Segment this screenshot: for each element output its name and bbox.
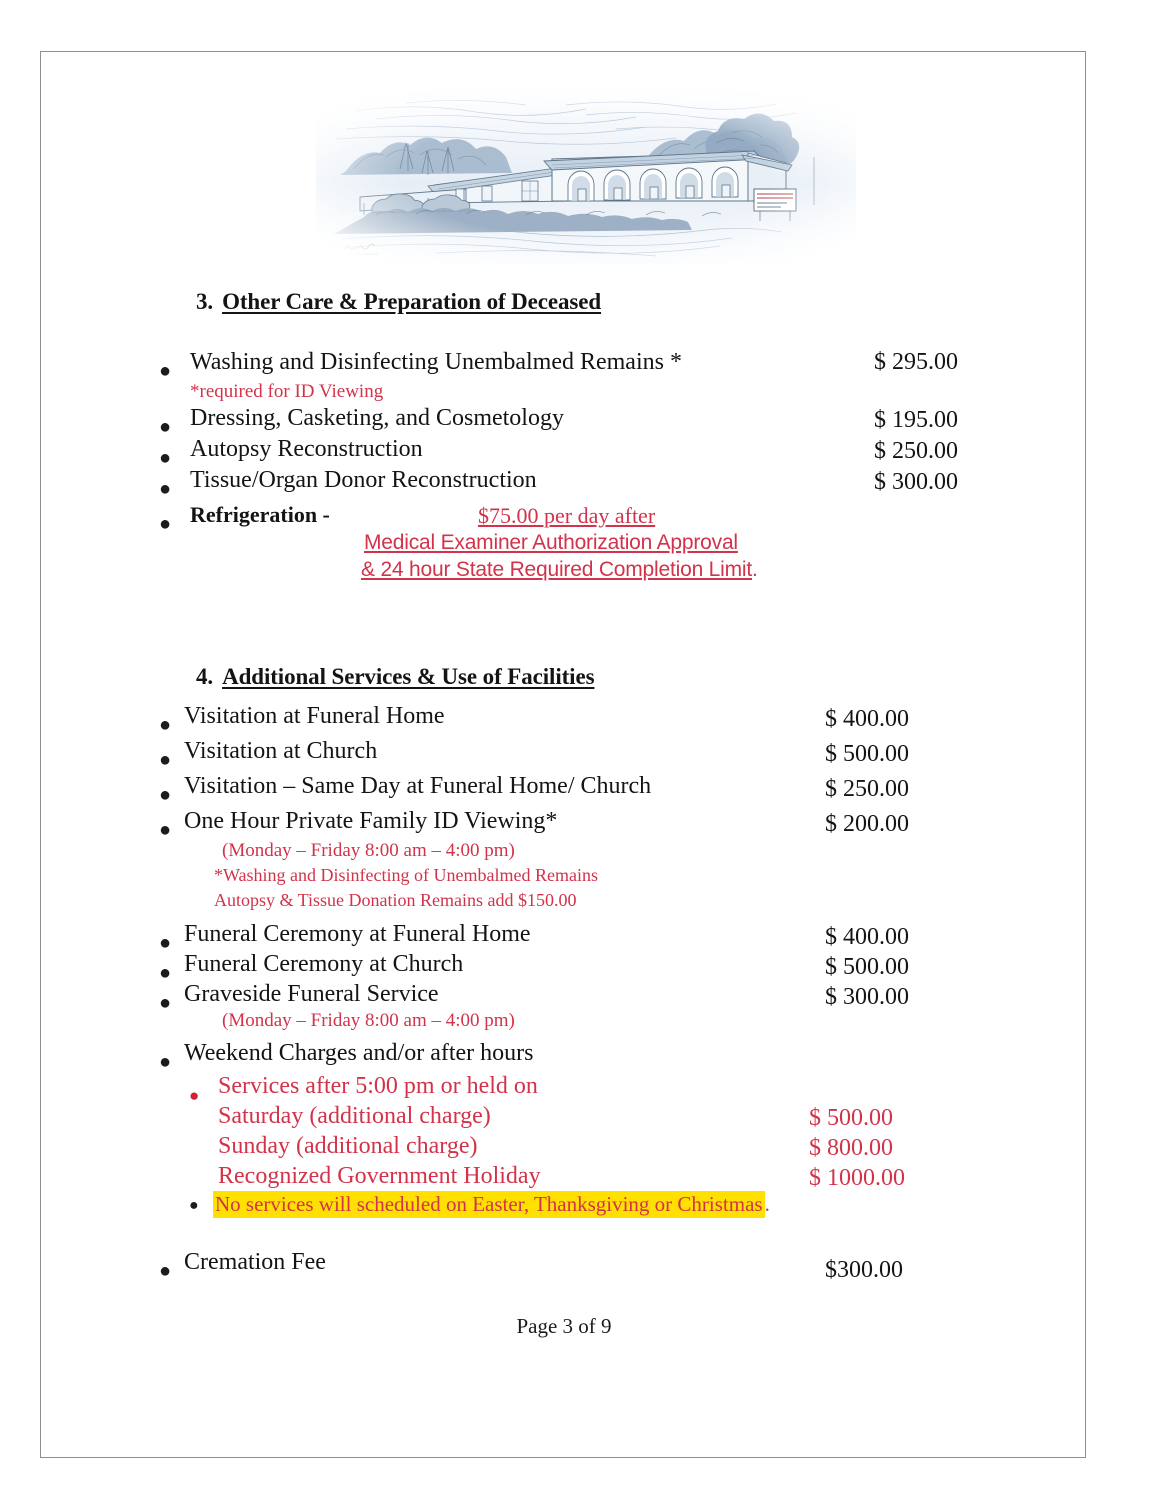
bullet-marker: ● [159, 447, 172, 469]
sub-bullet-marker: ● [189, 1197, 199, 1214]
service-label: Refrigeration - [190, 502, 330, 527]
service-price: $ 400.00 [825, 924, 909, 950]
service-note: *required for ID Viewing [190, 381, 384, 402]
section-4-heading [196, 664, 594, 690]
service-label: Washing and Disinfecting Unembalmed Remains * [190, 349, 682, 375]
holiday-restriction-note [213, 1192, 770, 1217]
service-price: $ 200.00 [825, 811, 909, 837]
service-label: Autopsy Reconstruction [190, 436, 423, 462]
bullet-marker: ● [159, 360, 172, 382]
service-label: Funeral Ceremony at Funeral Home [184, 921, 531, 947]
service-price: $ 250.00 [825, 776, 909, 802]
service-label: Cremation Fee [184, 1249, 326, 1275]
bullet-marker: ● [159, 1051, 172, 1073]
bullet-marker: ● [159, 992, 172, 1014]
holiday-restriction-period: . [764, 1192, 770, 1216]
refrigeration-note-line-3 [361, 558, 758, 582]
service-label: Graveside Funeral Service [184, 981, 439, 1007]
service-label: Funeral Ceremony at Church [184, 951, 464, 977]
service-label: Tissue/Organ Donor Reconstruction [190, 467, 537, 493]
weekend-row-label: Sunday (additional charge) [218, 1133, 478, 1159]
service-label: Visitation at Funeral Home [184, 703, 445, 729]
weekend-row-label: Saturday (additional charge) [218, 1103, 491, 1129]
weekend-sub-label: Services after 5:00 pm or held on [218, 1073, 538, 1099]
service-price: $ 400.00 [825, 706, 909, 732]
weekend-row-label: Recognized Government Holiday [218, 1163, 541, 1189]
bullet-marker: ● [159, 513, 172, 535]
scanned-page-sheet [40, 51, 1086, 1458]
holiday-restriction-highlighted-text: No services will scheduled on Easter, Thanksgiving or Christmas [215, 1192, 763, 1216]
id-viewing-hours-note: (Monday – Friday 8:00 am – 4:00 pm) [222, 840, 515, 861]
section-3-heading [196, 289, 601, 315]
service-price: $ 300.00 [825, 984, 909, 1010]
service-price: $300.00 [825, 1257, 903, 1283]
service-price: $ 295.00 [874, 349, 958, 375]
sub-bullet-marker: ● [189, 1086, 200, 1105]
service-label: Weekend Charges and/or after hours [184, 1040, 534, 1066]
section-3-title: Other Care & Preparation of Deceased [222, 289, 602, 314]
bullet-marker: ● [159, 932, 172, 954]
bullet-marker: ● [159, 749, 172, 771]
bullet-marker: ● [159, 416, 172, 438]
bullet-marker: ● [159, 962, 172, 984]
refrigeration-note-line-3-text: & 24 hour State Required Completion Limit [361, 558, 753, 581]
graveside-hours-note: (Monday – Friday 8:00 am – 4:00 pm) [222, 1010, 515, 1031]
bullet-marker: ● [159, 1260, 172, 1282]
bullet-marker: ● [159, 784, 172, 806]
service-price: $ 250.00 [874, 438, 958, 464]
bullet-marker: ● [159, 819, 172, 841]
weekend-row-price: $ 1000.00 [809, 1165, 905, 1191]
id-viewing-washing-note: *Washing and Disinfecting of Unembalmed Remains [214, 865, 598, 885]
service-label: One Hour Private Family ID Viewing* [184, 808, 558, 834]
refrigeration-note-line-2: Medical Examiner Authorization Approval [364, 531, 738, 554]
id-viewing-autopsy-note: Autopsy & Tissue Donation Remains add $150.00 [214, 890, 577, 910]
section-3-number: 3. [196, 289, 214, 314]
section-4-title: Additional Services & Use of Facilities [222, 664, 595, 689]
service-price: $ 500.00 [825, 954, 909, 980]
service-price: $ 500.00 [825, 741, 909, 767]
refrigeration-note-line-1: $75.00 per day after [478, 503, 656, 528]
service-label: Visitation – Same Day at Funeral Home/ Church [184, 773, 652, 799]
page-footer: Page 3 of 9 [516, 1314, 612, 1338]
weekend-row-price: $ 500.00 [809, 1105, 893, 1131]
service-label: Dressing, Casketing, and Cosmetology [190, 405, 564, 431]
weekend-row-price: $ 800.00 [809, 1135, 893, 1161]
service-price: $ 300.00 [874, 469, 958, 495]
bullet-marker: ● [159, 714, 172, 736]
service-label: Visitation at Church [184, 738, 378, 764]
service-price: $ 195.00 [874, 407, 958, 433]
bullet-marker: ● [159, 478, 172, 500]
refrigeration-note-line-3-period: . [752, 558, 758, 581]
funeral-home-building-illustration [316, 85, 856, 265]
section-4-number: 4. [196, 664, 214, 689]
